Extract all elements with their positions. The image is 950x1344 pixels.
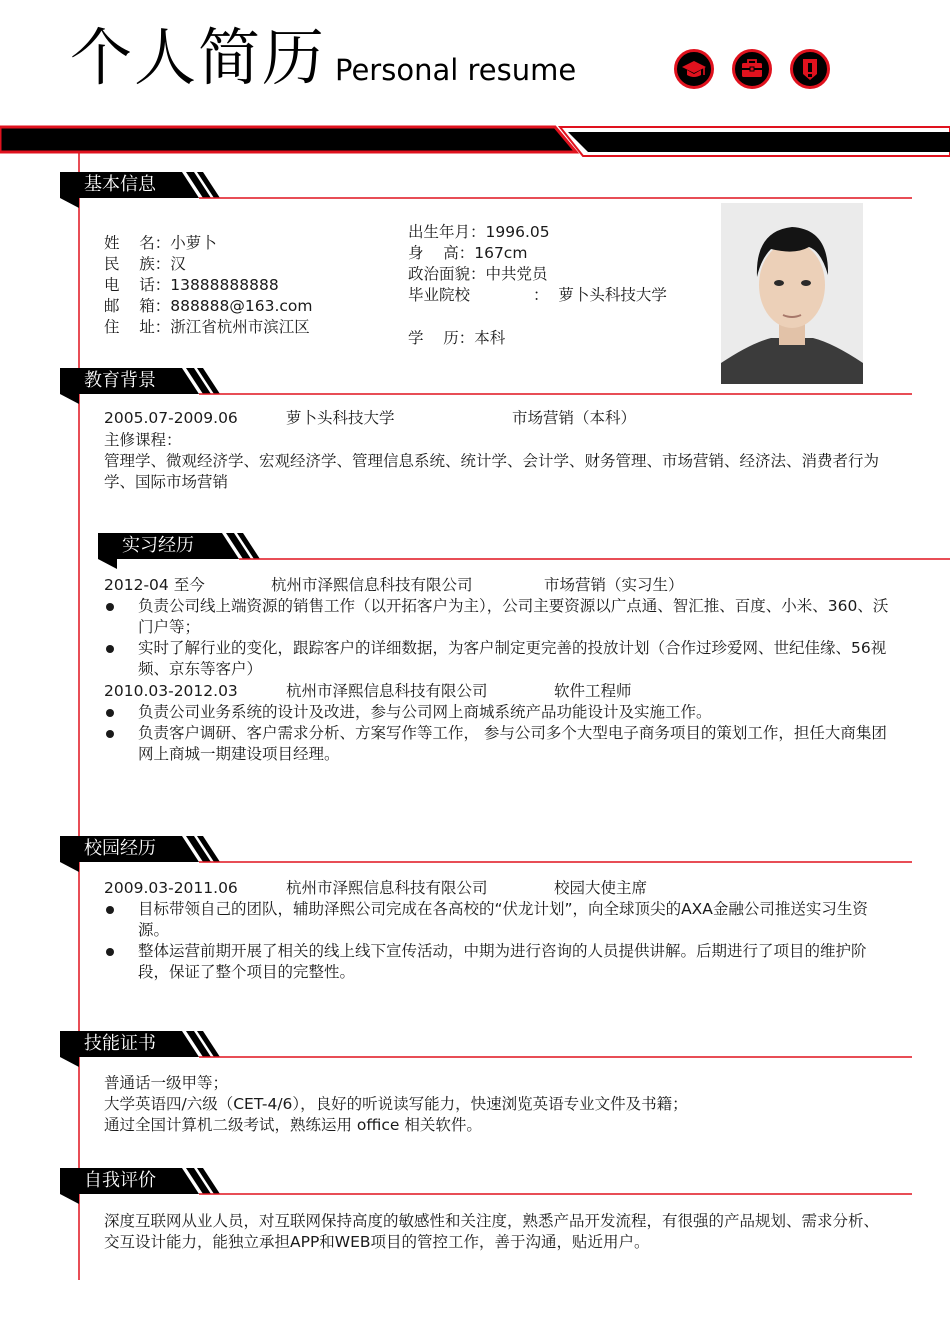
info-value: 本科: [474, 329, 506, 347]
edu-period: 2005.07-2009.06: [104, 409, 238, 427]
section-title-basic: 基本信息: [84, 174, 156, 195]
edu-courses-label: 主修课程：: [104, 431, 182, 449]
campus-bullet: 目标带领自己的团队，辅助泽熙公司完成在各高校的“伏龙计划”，向全球顶尖的AXA金融公司推送实习生资源。: [138, 900, 868, 939]
section-header-self-shape: [60, 1168, 912, 1204]
info-label: 出生年月：: [408, 223, 486, 241]
info-label: 政治面貌：: [408, 265, 486, 283]
skill-line: 普通话一级甲等；: [104, 1074, 229, 1092]
info-degree: [408, 328, 505, 349]
bullet-dot: [106, 730, 114, 738]
campus-period: 2009.03-2011.06: [104, 879, 238, 897]
section-header-campus-shape: [60, 836, 912, 872]
info-phone: [104, 275, 279, 296]
job-bullet: 实时了解行业的变化，跟踪客户的详细数据，为客户制定更完善的投放计划（合作过珍爱网、世纪佳缘、56视频、京东等客户）: [138, 639, 887, 678]
bullet-dot: [106, 603, 114, 611]
section-title-internship: 实习经历: [122, 535, 194, 556]
bullet-dot: [106, 709, 114, 717]
info-label: 电 话：: [104, 276, 171, 294]
skill-line: 大学英语四/六级（CET-4/6），良好的听说读写能力，快速浏览英语专业文件及书籍；: [104, 1095, 688, 1113]
skill-line: 通过全国计算机二级考试，熟练运用 office 相关软件。: [104, 1116, 482, 1134]
info-value: 888888@163.com: [170, 297, 313, 315]
info-value: 167cm: [474, 244, 528, 262]
info-value: 汉: [170, 255, 186, 273]
bullet-dot: [106, 645, 114, 653]
section-title-campus: 校园经历: [84, 838, 156, 859]
edu-school: 萝卜头科技大学: [286, 409, 395, 427]
info-label: 邮 箱：: [104, 297, 171, 315]
info-value: 1996.05: [485, 223, 550, 241]
info-name: [104, 233, 217, 254]
section-header-skills-shape: [60, 1031, 912, 1067]
info-ethnicity: [104, 254, 186, 275]
profile-photo: [721, 203, 863, 384]
info-height: [408, 243, 527, 264]
info-value: 小萝卜: [170, 234, 217, 252]
info-label: 姓 名：: [104, 234, 171, 252]
info-label: 住 址：: [104, 318, 171, 336]
info-email: [104, 296, 313, 317]
job-bullet: 负责公司线上端资源的销售工作（以开拓客户为主），公司主要资源以广点通、智汇推、百度、小米、360、沃门户等；: [138, 597, 889, 636]
info-value: ： 萝卜头科技大学: [533, 286, 667, 304]
info-value: 13888888888: [170, 276, 279, 294]
info-politics: [408, 264, 548, 285]
info-value: 浙江省杭州市滨江区: [170, 318, 310, 336]
info-school: [408, 285, 667, 306]
section-title-skills: 技能证书: [84, 1033, 156, 1054]
info-address: [104, 317, 310, 338]
edu-major: 市场营销（本科）: [512, 409, 637, 427]
job-company: 杭州市泽熙信息科技有限公司: [286, 682, 488, 700]
campus-bullet: 整体运营前期开展了相关的线上线下宣传活动，中期为进行咨询的人员提供讲解。后期进行了项目的维护阶段，保证了整个项目的完整性。: [138, 942, 867, 981]
job-bullet: 负责客户调研、客户需求分析、方案写作等工作， 参与公司多个大型电子商务项目的策划工作，担任大商集团网上商城一期建设项目经理。: [138, 724, 887, 763]
campus-role: 校园大使主席: [554, 879, 648, 897]
job-company: 杭州市泽熙信息科技有限公司: [271, 576, 473, 594]
section-title-education: 教育背景: [84, 370, 156, 391]
info-label: 学 历：: [408, 329, 475, 347]
job-period: 2012-04 至今: [104, 576, 205, 594]
info-value: 中共党员: [485, 265, 548, 283]
info-label: 民 族：: [104, 255, 171, 273]
bullet-dot: [106, 948, 114, 956]
resume-title-cn: 个人简历: [70, 21, 327, 94]
campus-company: 杭州市泽熙信息科技有限公司: [286, 879, 488, 897]
info-label: 身 高：: [408, 244, 475, 262]
info-label: 毕业院校: [408, 286, 471, 304]
job-role: 软件工程师: [554, 682, 632, 700]
job-role: 市场营销（实习生）: [544, 576, 684, 594]
job-period: 2010.03-2012.03: [104, 682, 238, 700]
bullet-dot: [106, 906, 114, 914]
job-bullet: 负责公司业务系统的设计及改进，参与公司网上商城系统产品功能设计及实施工作。: [138, 703, 712, 721]
section-title-self: 自我评价: [84, 1170, 156, 1191]
section-header-internship-shape: [98, 533, 950, 569]
edu-courses: 管理学、微观经济学、宏观经济学、管理信息系统、统计学、会计学、财务管理、市场营销、经济法、消费者行为学、国际市场营销: [104, 452, 880, 491]
resume-title-en: Personal resume: [335, 53, 577, 87]
self-evaluation-text: 深度互联网从业人员，对互联网保持高度的敏感性和关注度，熟悉产品开发流程，有很强的产品规划、需求分析、交互设计能力，能独立承担APP和WEB项目的管控工作，善于沟通，贴近用户。: [104, 1212, 880, 1251]
info-birth: [408, 222, 550, 243]
